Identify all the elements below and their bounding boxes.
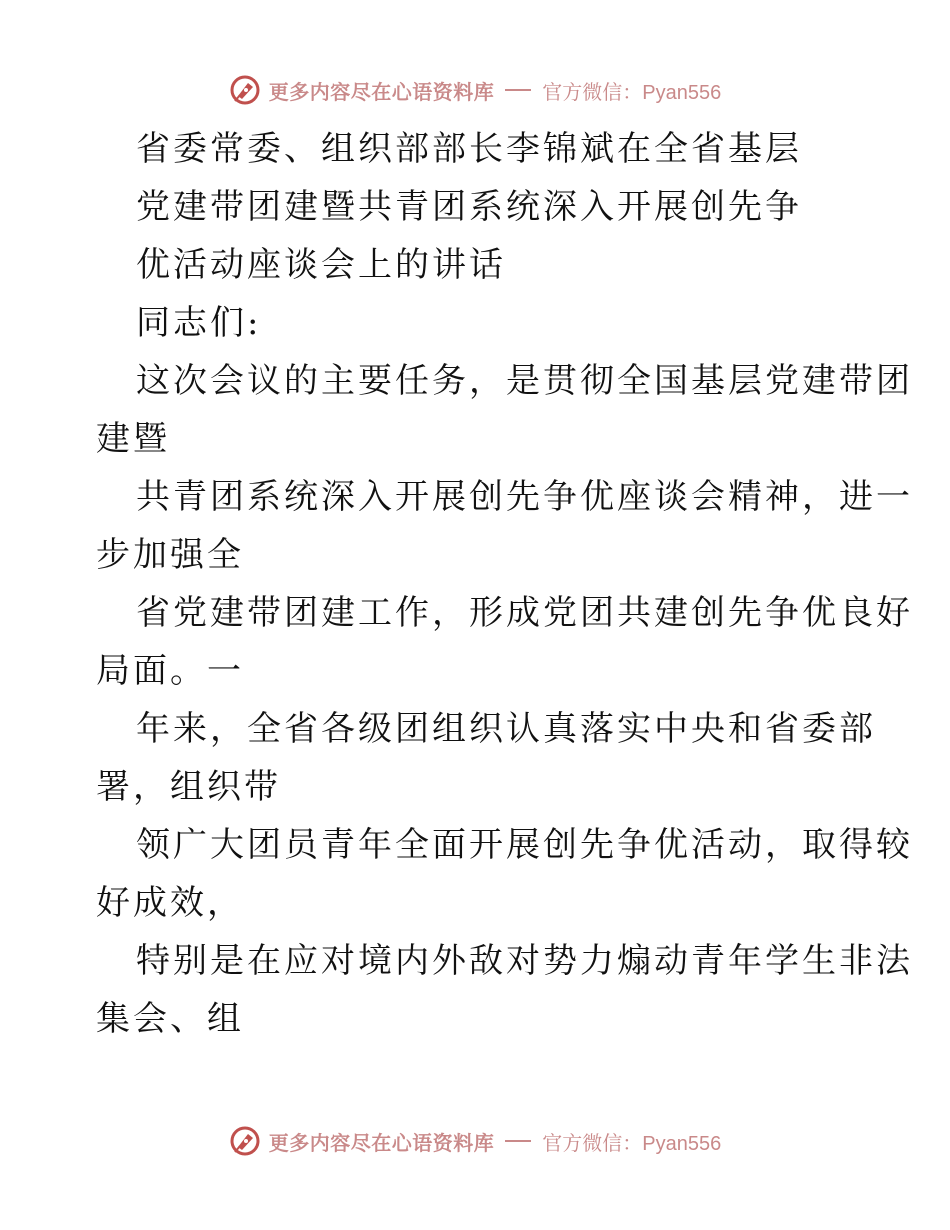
- title-line: 优活动座谈会上的讲话: [136, 245, 506, 285]
- title-line: 党建带团建暨共青团系统深入开展创先争: [136, 187, 802, 227]
- body-line: 年来，全省各级团组织认真落实中央和省委部: [136, 709, 876, 749]
- footer-watermark: [0, 1121, 950, 1161]
- body-paragraphs: [96, 352, 913, 1048]
- body-line: 步加强全: [96, 535, 244, 575]
- watermark-site-text: 更多内容尽在心语资料库: [268, 1130, 495, 1155]
- body-line: 领广大团员青年全面开展创先争优活动，取得较: [136, 825, 913, 865]
- body-line: 好成效，: [96, 883, 244, 923]
- watermark-separator: [505, 1140, 531, 1142]
- salutation: 同志们:: [136, 303, 262, 343]
- body-line: 署，组织带: [96, 767, 281, 807]
- watermark-wechat-text: 官方微信：Pyan556: [542, 81, 722, 104]
- body-line: 建暨: [96, 419, 170, 459]
- body-line: 特别是在应对境内外敌对势力煽动青年学生非法: [136, 941, 913, 981]
- body-line: 集会、组: [96, 999, 244, 1039]
- body-line: 局面。一: [96, 651, 244, 691]
- watermark-site-text: 更多内容尽在心语资料库: [268, 79, 495, 104]
- body-line: 省党建带团建工作，形成党团共建创先争优良好: [136, 593, 913, 633]
- document-body: [96, 120, 913, 1048]
- body-line: 共青团系统深入开展创先争优座谈会精神，进一: [136, 477, 913, 517]
- header-watermark: [0, 70, 950, 110]
- title-line: 省委常委、组织部部长李锦斌在全省基层: [136, 129, 802, 169]
- pen-nib-logo-icon: [229, 74, 261, 106]
- pen-nib-logo-icon: [229, 1125, 261, 1157]
- body-line: 这次会议的主要任务，是贯彻全国基层党建带团: [136, 361, 913, 401]
- watermark-separator: [505, 89, 531, 91]
- watermark-wechat-text: 官方微信：Pyan556: [542, 1132, 722, 1155]
